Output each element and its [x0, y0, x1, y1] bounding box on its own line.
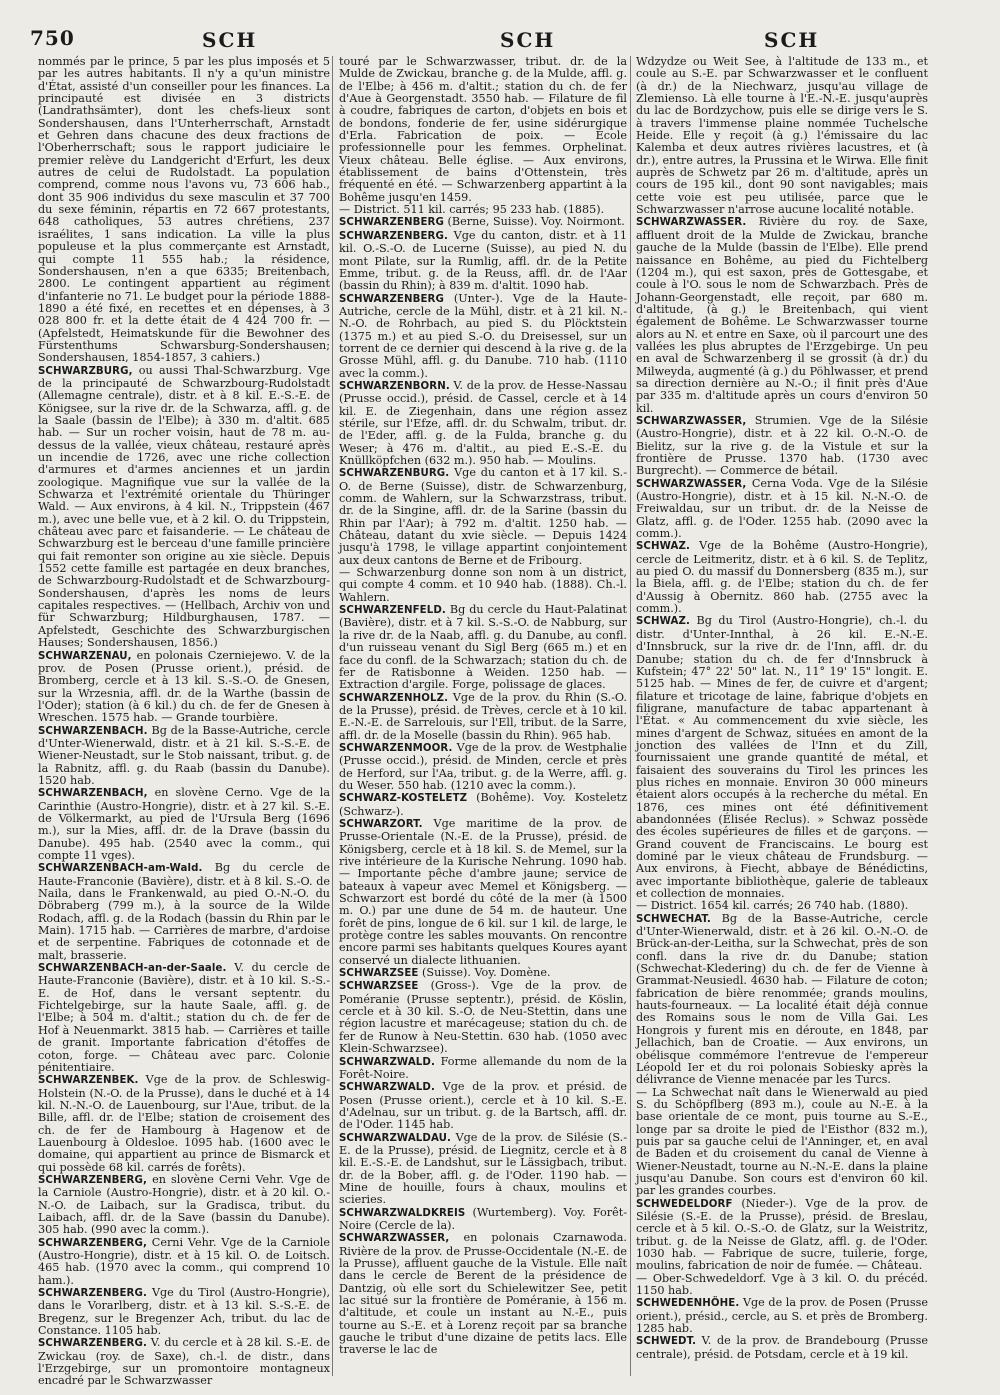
entry-headword: SCHWARZENBERG. — [38, 1288, 147, 1300]
entry-headword: SCHWARZSEE — [339, 981, 419, 993]
entry-text: (Bohême). Voy. Kosteletz (Schwarz-). — [339, 791, 627, 818]
entry-headword: SCHWARZENFELD. — [339, 605, 446, 617]
dictionary-entry — [339, 980, 627, 1055]
entry-text: Vge du Tirol (Austro-Hongrie), dans le Vorarlberg, distr. et à 13 kil. S.-S.-E. de Bregenz, sur le Bregenzer Ach, tribut. du lac de Constance. 1105 hab. — [38, 1286, 330, 1338]
entry-headword: SCHWAZ. — [636, 616, 690, 628]
entry-headword: SCHWARZENHOLZ. — [339, 692, 449, 704]
entry-text: Bg du cercle de Haute-Franconie (Bavière), distr. et à 8 kil. S.-O. de Naila, dans le Frankenwald, au pied O.-N.-O. du Döbraberg (799 m.), à la source de la Wilde Rodach, affl. g. de la Rodach (bassin du Rhin par le Main). 1715 hab. — Carrières de marbre, d'ardoise et de serpentine. Fabriques de cotonnade et de malt, brasserie. — [38, 861, 330, 962]
entry-headword: SCHWARZ-KOSTELETZ — [339, 793, 468, 805]
dictionary-entry — [38, 1237, 330, 1287]
dictionary-entry — [339, 56, 627, 204]
dictionary-entry — [636, 415, 928, 478]
entry-headword: SCHWARZENBACH, — [38, 788, 148, 800]
dictionary-entry — [38, 862, 330, 962]
entry-text: en slovène Cerno. Vge de la Carinthie (Austro-Hongrie), distr. et à 27 kil. S.-E. de Völkermarkt, au pied de l'Ursula Berg (1696 m.), sur la Mies, affl. dr. de la Drave (bassin du Danube). 495 hab. (2540 avec la comm., qui compte 11 vges). — [38, 786, 330, 862]
entry-headword: SCHWARZENBERG — [339, 293, 444, 305]
entry-text: — District. 511 kil. carrés; 95 233 hab. (1885). — [339, 203, 605, 217]
entry-text: V. de la prov. de Brandebourg (Prusse centrale), présid. de Potsdam, cercle et à 19 kil. — [636, 1334, 928, 1361]
entry-text: (Nieder-). Vge de la prov. de Silésie (S.-E. de la Prusse), présid. de Breslau, cercle et à 5 kil. O.-S.-O. de Glatz, sur la Weistritz, tribut. g. de la Neisse de Glatz, affl. g. de l'Oder. 1030 hab. — Fabrique de sucre, tuilerie, forge, moulins, fabrication de noir de fumée. — Château. — [636, 1196, 928, 1273]
text-column-left — [38, 55, 330, 1388]
entry-text: Bg du cercle du Haut-Palatinat (Bavière), distr. et à 7 kil. S.-S.-O. de Nabburg, sur la rive dr. de la Naab, affl. g. du Danube, au confl. d'un ruisseau venant du Sigl Berg (665 m.) et en face du confl. de la Schwarzach; station du ch. de fer de Ratisbonne à Weiden. 1250 hab. — Extraction d'argile. Forge, polissage de glaces. — [339, 603, 627, 692]
dictionary-entry — [339, 467, 627, 567]
dictionary-entry — [339, 380, 627, 467]
entry-text: Vge de la Bohême (Austro-Hongrie), cercle de Leitmeritz, distr. et à 6 kil. S. de Teplitz, au pied O. du massif du Donnersberg (835 m.), sur la Biela, affl. g. de l'Elbe; station du ch. de fer d'Aussig à Obernitz. 860 hab. (2755 avec la comm.). — [636, 539, 928, 616]
entry-text: V. du cercle et à 28 kil. S.-E. de Zwickau (roy. de Saxe), ch.-l. de distr., dans l'Erzgebirge, sur un promontoire montagneux encadré par le Schwarzwasser — [38, 1336, 330, 1388]
entry-text: en polonais Czerniejewo. V. de la prov. de Posen (Prusse orient.), présid. de Bromberg, cercle et à 13 kil. S.-S.-O. de Gnesen, sur la Wrzesnia, affl. dr. de la Warthe (bassin de l'Oder); station (à 6 kil.) du ch. de fer de Gnesen à Wreschen. 1575 hab. — Grande tourbière. — [38, 648, 330, 725]
dictionary-entry — [636, 216, 928, 415]
entry-headword: SCHWARZENBORN. — [339, 380, 450, 392]
entry-headword: SCHWARZWASSER, — [636, 415, 747, 427]
running-head-left: SCH — [202, 28, 258, 52]
entry-headword: SCHWARZENBERG. — [38, 1338, 147, 1350]
entry-text: Forme allemande du nom de la Forêt-Noire. — [339, 1054, 627, 1081]
dictionary-entry — [636, 1087, 928, 1198]
entry-text: — Schwarzenburg donne son nom à un district, qui compte 4 comm. et 10 940 hab. (1888). Ch.-l. Wahlern. — [339, 566, 627, 604]
entry-text: V. du cercle de Haute-Franconie (Bavière), distr. et à 10 kil. S.-S.-E. de Hof, dans le versant septentr. du Fichtelgebirge, sur la haute Saale, affl. g. de l'Elbe; à 504 m. d'altit.; station du ch. de fer de Hof à Neuenmarkt. 3815 hab. — Carrières et taille de granit. Importante fabrication d'étoffes de coton, forge. — Château avec parc. Colonie pénitentiaire. — [38, 961, 330, 1074]
entry-headword: SCHWARZORT. — [339, 818, 423, 830]
entry-text: Cerni Vehr. Vge de la Carniole (Austro-Hongrie), distr. et à 15 kil. O. de Loitsch. 465 hab. (1970 avec la comm., qui comprend 10 ham.). — [38, 1235, 330, 1287]
entry-headword: SCHWARZENBACH. — [38, 725, 148, 737]
entry-text: Vge de la prov. de Posen (Prusse orient.), présid., cercle, au S. et près de Bromberg. 1285 hab. — [636, 1296, 928, 1336]
entry-text: Vge du canton, distr. et à 11 kil. O.-S.-O. de Lucerne (Suisse), au pied N. du mont Pilate, sur la Rumlig, affl. dr. de la Petite Emme, tribut. g. de la Reuss, affl. dr. de l'Aar (bassin du Rhin); à 839 m. d'altit. 1090 hab. — [339, 228, 627, 293]
entry-headword: SCHWARZENAU, — [38, 650, 132, 662]
entry-text: (Gross-). Vge de la prov. de Poméranie (Prusse septentr.), présid. de Köslin, cercle et à 30 kil. S.-O. de Neu-Stettin, dans une région lacustre et marécageuse; station du ch. de fer de Runow à Neu-Stettin. 630 hab. (1050 avec Klein-Schwarzsee). — [339, 979, 627, 1056]
entry-text: Vge du canton et à 17 kil. S.-O. de Berne (Suisse), distr. de Schwarzenburg, comm. de Wahlern, sur la Schwarzstrass, tribut. dr. de la Singine, affl. dr. de la Sarine (bassin du Rhin par l'Aar); à 792 m. d'altit. 1250 hab. — Château, datant du xvie siècle. — Depuis 1424 jusqu'à 1798, le village appartint conjointement aux deux cantons de Berne et de Fribourg. — [339, 466, 627, 567]
dictionary-entry — [636, 1297, 928, 1335]
entry-headword: SCHWARZWASSER. — [636, 217, 747, 229]
dictionary-entry — [38, 56, 330, 365]
entry-text: Vge de la prov. de Westphalie (Prusse occid.), présid. de Minden, cercle et près de Herford, sur l'Aa, tribut. g. de la Werre, affl. g. du Weser. 550 hab. (1210 avec la comm.). — [339, 740, 627, 792]
entry-text: V. de la prov. de Hesse-Nassau (Prusse occid.), présid. de Cassel, cercle et à 14 kil. E. de Ziegenhain, dans une région assez stérile, sur l'Efze, affl. dr. du Schwalm, tribut. dr. de l'Eder, affl. g. de la Fulda, branche g. du Weser; à 476 m. d'altit., au pied E.-S.-E. du Knüllköpfchen (632 m.). 950 hab. — Moulins. — [339, 378, 627, 467]
entry-headword: SCHWEDENHÖHE. — [636, 1298, 740, 1310]
entry-text: — Ober-Schwedeldorf. Vge à 3 kil. O. du précéd. 1150 hab. — [636, 1271, 928, 1298]
entry-headword: SCHWECHAT. — [636, 913, 711, 925]
column-divider — [630, 56, 631, 1376]
entry-headword: SCHWAZ. — [636, 541, 690, 553]
entry-headword: SCHWARZENBURG. — [339, 468, 450, 480]
dictionary-entry — [636, 540, 928, 615]
entry-text: Strumien. Vge de la Silésie (Austro-Hongrie), distr. et à 22 kil. O.-N.-O. de Bielitz, sur la rive g. de la Vistule et sur la frontière de Prusse. 1370 hab. (1730 avec Burgrecht). — Commerce de bétail. — [636, 413, 928, 478]
dictionary-entry — [38, 787, 330, 862]
page-number: 750 — [30, 26, 75, 50]
entry-text: Vge de la prov. et présid. de Posen (Prusse orient.), cercle et à 10 kil. S.-E. d'Adelnau, sur un tribut. g. de la Bartsch, affl. dr. de l'Oder. 1145 hab. — [339, 1080, 627, 1132]
dictionary-entry — [38, 1287, 330, 1337]
entry-text: (Suisse). Voy. Domène. — [418, 966, 551, 980]
dictionary-entry — [339, 1132, 627, 1207]
dictionary-entry — [339, 967, 627, 980]
entry-headword: SCHWARZENBERG, — [38, 1174, 147, 1186]
running-head-center: SCH — [500, 28, 556, 52]
dictionary-entry — [38, 1174, 330, 1237]
entry-headword: SCHWARZWASSER, — [339, 1233, 450, 1245]
entry-headword: SCHWARZENBERG. — [339, 230, 448, 242]
entry-text: Bg du Tirol (Austro-Hongrie), ch.-l. du distr. d'Unter-Innthal, à 26 kil. E.-N.-E. d'Innsbruck, sur la rive dr. de l'Inn, affl. dr. du Danube; station du ch. de fer d'Innsbruck à Kufstein; 47° 22' 50" lat. N., 11° 19' 15" longit. E. 5125 hab. — Mines de fer, de cuivre et d'argent; filature et tricotage de laine, fabrique d'objets en filigrane, manufacture de tabac appartenant à l'État. « Au commencement du xvie siècle, les mines d'argent de Schwaz, situées en amont de la jonction des vallées de l'Inn et du Zill, fournissaient une grande quantité de métal, et faisaient des souverains du Tirol les princes les plus riches en monnaie. Environ 30 000 mineurs étaient alors occupés à la recherche du métal. En 1876, ces mines ont été définitivement abandonnées (Élisée Reclus). » Schwaz possède des écoles supérieures de filles et de garçons. — Grand couvent de Franciscains. Le bourg est dominé par le vieux château de Frundsburg. — Aux environs, à Fiecht, abbaye de Bénédictins, avec importante bibliothèque, galerie de tableaux et collection de monnaies. — [636, 614, 928, 901]
dictionary-entry — [339, 792, 627, 818]
dictionary-entry — [636, 478, 928, 541]
dictionary-entry — [339, 1056, 627, 1082]
entry-text: Rivière du roy. de Saxe, affluent droit de la Mulde de Zwickau, branche gauche de la Mulde (bassin de l'Elbe). Elle prend naissance en Bohême, au pied du Fichtelberg (1204 m.), qui est saxon, près de Gottesgabe, et coule à l'O. sous le nom de Schwarzbach. Près de Johann-Georgenstadt, elle reçoit, par 680 m. d'altitude, (à g.) le Breitenbach, qui vient également de Bohême. Le Schwarzwasser tourne alors au N. et entre en Saxe, où il parcourt une des vallées les plus abruptes de l'Erzgebirge. Un peu en aval de Schwarzenberg il se grossit (à dr.) du Milweyda, augmenté (à g.) du Pöhlwasser, et prend sa direction dernière au N.-O.; il finit près d'Aue par 335 m. d'altitude après un cours d'environ 50 kil. — [636, 215, 928, 415]
entry-text: (Unter-). Vge de la Haute-Autriche, cercle de la Mühl, distr. et à 21 kil. N.-N.-O. de Rohrbach, au pied S. du Plöcktstein (1375 m.) et au pied S.-O. du Dreisessel, sur un torrent de ce dernier qui descend à la rive g. de la Grosse Mühl, affl. g. du Danube. 710 hab. (1110 avec la comm.). — [339, 291, 627, 380]
entry-text: (Wurtemberg). Voy. Forêt-Noire (Cercle de la). — [339, 1205, 627, 1232]
running-head-right: SCH — [764, 28, 820, 52]
entry-headword: SCHWARZENBERG, — [38, 1237, 147, 1249]
entry-text: Bg de la Basse-Autriche, cercle d'Unter-Wienerwald, distr. et à 21 kil. S.-S.-E. de Wiener-Neustadt, sur le Stob naissant, tribut. g. de la Rabnitz, affl. g. du Raab (bassin du Danube). 1520 hab. — [38, 723, 330, 787]
entry-text: — La Schwechat naît dans le Wienerwald au pied S. du Schöpflberg (893 m.), coule au N.-E. à la base orientale de ce mont, puis tourne au S.-E., longe par sa droite le pied de l'Eisthor (832 m.), puis par sa gauche celui de l'Anninger, et, en aval de Baden et du croisement du canal de Vienne à Wiener-Neustadt, tourne au N.-N.-E. dans la plaine jusqu'au Danube. Son cours est d'environ 60 kil. par les grandes courbes. — [636, 1085, 928, 1198]
entry-headword: SCHWARZSEE — [339, 968, 419, 980]
entry-text: nommés par le prince, 5 par les plus imposés et 5 par les autres habitants. Il n'y a qu'un ministre d'État, assisté d'un conseiller pour les finances. La principauté est divisée en 3 districts (Landrathsämter), dont les chefs-lieux sont Sondershausen, dans l'Unterherrschaft, Arnstadt et Gehren dans chacune des deux fractions de l'Oberherrschaft; sous le rapport judiciaire le premier relève du Landgericht d'Erfurt, les deux autres de celui de Rudolstadt. La population comprend, comme nous l'avons vu, 73 606 hab., dont 35 906 individus du sexe masculin et 37 700 du sexe féminin, répartis en 72 667 protestants, 648 catholiques, 53 autres chrétiens, 237 israélites, 1 sans indication. La ville la plus populeuse et la plus commerçante est Arnstadt, qui compte 11 555 hab.; la résidence, Sondershausen, n'en a que 6335; Breitenbach, 2800. Le contingent appartient au régiment d'infanterie no 71. Le budget pour la période 1888-1890 a été fixé, en recettes et en dépenses, à 3 028 800 fr. et la dette était de 4 424 700 fr. — (Apfelstedt, Heimatskunde für die Bewohner des Fürstenthums Schwarsburg-Sondershausen; Sondershausen, 1854-1857, 3 cahiers.) — [38, 55, 330, 365]
entry-text: en slovène Cerni Vehr. Vge de la Carniole (Austro-Hongrie), distr. et à 20 kil. O.-N.-O. de Laibach, sur la Gradisca, tribut. du Laibach, affl. dr. de la Save (bassin du Danube). 305 hab. (990 avec la comm.). — [38, 1172, 330, 1237]
entry-headword: SCHWARZWALD. — [339, 1082, 435, 1094]
entry-headword: SCHWARZENBACH-am-Wald. — [38, 863, 203, 875]
entry-text: Vge maritime de la prov. de Prusse-Orientale (N.-E. de la Prusse), présid. de Königsberg, cercle et à 18 kil. S. de Memel, sur la rive intérieure de la Kurische Nehrung. 1090 hab. — Importante pêche d'ambre jaune; service de bateaux à vapeur avec Memel et Königsberg. — Schwarzort est bordé du côté de la mer (à 1500 m. O.) par une dune de 54 m. de hauteur. Une forêt de pins, longue de 6 kil. sur 1 kil. de large, le protège contre les sables mouvants. On rencontre encore parmi ses habitants quelques Koures ayant conservé un dialecte lithuanien. — [339, 816, 627, 967]
dictionary-entry — [339, 692, 627, 742]
dictionary-entry — [339, 742, 627, 792]
entry-headword: SCHWARZENBACH-an-der-Saale. — [38, 963, 227, 975]
entry-text: touré par le Schwarzwasser, tribut. dr. de la Mulde de Zwickau, branche g. de la Mulde, affl. g. de l'Elbe; à 456 m. d'altit.; station du ch. de fer d'Aue à Georgenstadt. 3550 hab. — Filature de fil à coudre, fabriques de carton, d'objets en bois et de bondons, fonderie de fer, usine sidérurgique d'Erla. Fabrication de poix. — École professionnelle pour les femmes. Orphelinat. Vieux château. Belle église. — Aux environs, établissement de bains d'Ottenstein, très fréquenté en été. — Schwarzenberg appartint à la Bohême jusqu'en 1459. — [339, 55, 627, 204]
entry-text: Wdzydze ou Weit See, à l'altitude de 133 m., et coule au S.-E. par Schwarzwasser et le confluent (à dr.) de la Niechwarz, jusqu'au village de Zlemienso. Là elle tourne à l'E.-N.-E. jusqu'auprès du lac de Bordzychow, puis elle se dirige vers le S. à travers l'immense plaine nommée Tuchelsche Heide. Elle y reçoit (à g.) l'émissaire du lac Kalemba et deux autres rivières lacustres, et (à dr.), entre autres, la Prussina et le Wirwa. Elle finit auprès de Schwetz par 26 m. d'altitude, après un cours de 195 kil., dont 90 sont navigables; mais cette voie est peu utilisée, parce que le Schwarzwasser n'arrose aucune localité notable. — [636, 55, 928, 217]
entry-text: Cerna Voda. Vge de la Silésie (Austro-Hongrie), distr. et à 15 kil. N.-N.-O. de Freiwaldau, sur un tribut. dr. de la Neisse de Glatz, affl. g. de l'Oder. 1255 hab. (2090 avec la comm.). — [636, 476, 928, 541]
dictionary-entry — [339, 293, 627, 380]
dictionary-entry — [38, 1337, 330, 1387]
dictionary-entry — [636, 913, 928, 1087]
dictionary-entry — [636, 615, 928, 900]
dictionary-entry — [38, 650, 330, 725]
entry-text: ou aussi Thal-Schwarzburg. Vge de la principauté de Schwarzbourg-Rudolstadt (Allemagne centrale), distr. et à 8 kil. E.-S.-E. de Königsee, sur la rive dr. de la Schwarza, affl. g. de la Saale (bassin de l'Elbe); à 330 m. d'altit. 685 hab. — Sur un rocher voisin, haut de 78 m. au-dessus de la vallée, vieux château, restauré après un incendie de 1726, avec une riche collection d'armures et d'armes anciennes et un jardin zoologique. Magnifique vue sur la vallée de la Schwarza et l'extrémité orientale du Thüringer Wald. — Aux environs, à 4 kil. N., Trippstein (467 m.), avec une belle vue, et à 2 kil. O. du Trippstein, château avec parc et faisanderie. — Le château de Schwarzburg est le berceau d'une famille princière qui fait remonter son origine au xie siècle. Depuis 1552 cette famille est partagée en deux branches, de Schwarzbourg-Rudolstadt et de Schwarzbourg-Sondershausen, d'après les noms de leurs capitales respectives. — (Hellbach, Archiv von und für Schwarzburg; Hildburghausen, 1787. — Apfelstedt, Geschichte des Schwarzburgischen Hauses; Sondershausen, 1856.) — [38, 363, 330, 650]
dictionary-entry — [38, 725, 330, 788]
entry-text: Bg de la Basse-Autriche, cercle d'Unter-Wienerwald, distr. et à 26 kil. O.-N.-O. de Brück-an-der-Leitha, sur la Schwechat, près de son confl. dans la rive dr. du Danube; station (Schwechat-Kledering) du ch. de fer de Vienne à Grammat-Neusiedl. 4630 hab. — Filature de coton; fabrication de bière renommée; grands moulins, hauts-fourneaux. — La localité était déjà connue des Romains sous le nom de Villa Gai. Les Hongrois y furent mis en déroute, en 1848, par Jellachich, ban de Croatie. — Aux environs, un obélisque commémore l'entrevue de l'empereur Léopold Ier et du roi polonais Sobiesky après la délivrance de Vienne menacée par les Turcs. — [636, 911, 928, 1087]
entry-headword: SCHWARZENBERG — [339, 217, 444, 229]
entry-headword: SCHWARZENBEK. — [38, 1075, 139, 1087]
dictionary-entry — [339, 567, 627, 604]
text-column-middle — [339, 56, 627, 1376]
dictionary-entry — [38, 962, 330, 1074]
dictionary-entry — [636, 1335, 928, 1361]
entry-headword: SCHWEDELDORF — [636, 1198, 733, 1210]
entry-text: — District. 1654 kil. carrés; 26 740 hab. (1880). — [636, 899, 909, 913]
dictionary-entry — [38, 1074, 330, 1174]
entry-headword: SCHWARZWALDKREIS — [339, 1207, 466, 1219]
dictionary-entry — [38, 365, 330, 650]
entry-headword: SCHWARZWALD. — [339, 1056, 435, 1068]
entry-text: en polonais Czarnawoda. Rivière de la prov. de Prusse-Occidentale (N.-E. de la Prusse), affluent gauche de la Vistule. Elle naît dans le cercle de Berent de la présidence de Dantzig, où elle sort du Schielewitzer See, petit lac situé sur la frontière de Poméranie, à 156 m. d'altitude, et coule un instant au N.-E., puis tourne au S.-E. et à Lorenz reçoit par sa branche gauche le tribut d'une dizaine de petits lacs. Elle traverse le lac de — [339, 1231, 627, 1357]
dictionary-entry — [339, 818, 627, 967]
dictionary-entry — [339, 1081, 627, 1131]
dictionary-entry — [339, 216, 627, 229]
entry-text: Vge de la prov. de Silésie (S.-E. de la Prusse), présid. de Liegnitz, cercle et à 8 kil. E.-S.-E. de Landshut, sur le Lässigbach, tribut. dr. de la Bober, affl. g. de l'Oder. 1190 hab. — Mine de houille, fours à chaux, moulins et scieries. — [339, 1130, 627, 1207]
entry-headword: SCHWARZBURG, — [38, 365, 133, 377]
page-header — [30, 26, 970, 56]
dictionary-entry — [636, 1198, 928, 1273]
entry-headword: SCHWARZWALDAU. — [339, 1132, 451, 1144]
entry-text: (Berne, Suisse). Voy. Noirmont. — [443, 215, 625, 229]
dictionary-entry — [636, 56, 928, 216]
text-column-right — [636, 56, 928, 1376]
dictionary-entry — [339, 604, 627, 691]
dictionary-entry — [636, 1273, 928, 1298]
entry-text: Vge de la prov. de Schleswig-Holstein (N.-O. de la Prusse), dans le duché et à 14 kil. N.-N.-O. de Lauenbourg, sur l'Aue, tribut. de la Bille, affl. dr. de l'Elbe; station de croisement des ch. de fer de Hambourg à Hagenow et de Lauenbourg à Oldesloe. 1095 hab. (1600 avec le domaine, qui appartient au prince de Bismarck et qui possède 68 kil. carrés de forêts). — [38, 1073, 330, 1174]
dictionary-entry — [339, 1232, 627, 1356]
entry-headword: SCHWARZENMOOR. — [339, 742, 453, 754]
entry-headword: SCHWARZWASSER, — [636, 478, 747, 490]
dictionary-entry — [339, 230, 627, 293]
column-divider — [332, 56, 333, 1376]
entry-text: Vge de la prov. du Rhin (S.-O. de la Prusse), présid. de Trèves, cercle et à 10 kil. E.-N.-E. de Sarrelouis, sur l'Ell, tribut. de la Sarre, affl. dr. de la Moselle (bassin du Rhin). 965 hab. — [339, 690, 627, 742]
dictionary-entry — [339, 1207, 627, 1233]
entry-headword: SCHWEDT. — [636, 1336, 697, 1348]
